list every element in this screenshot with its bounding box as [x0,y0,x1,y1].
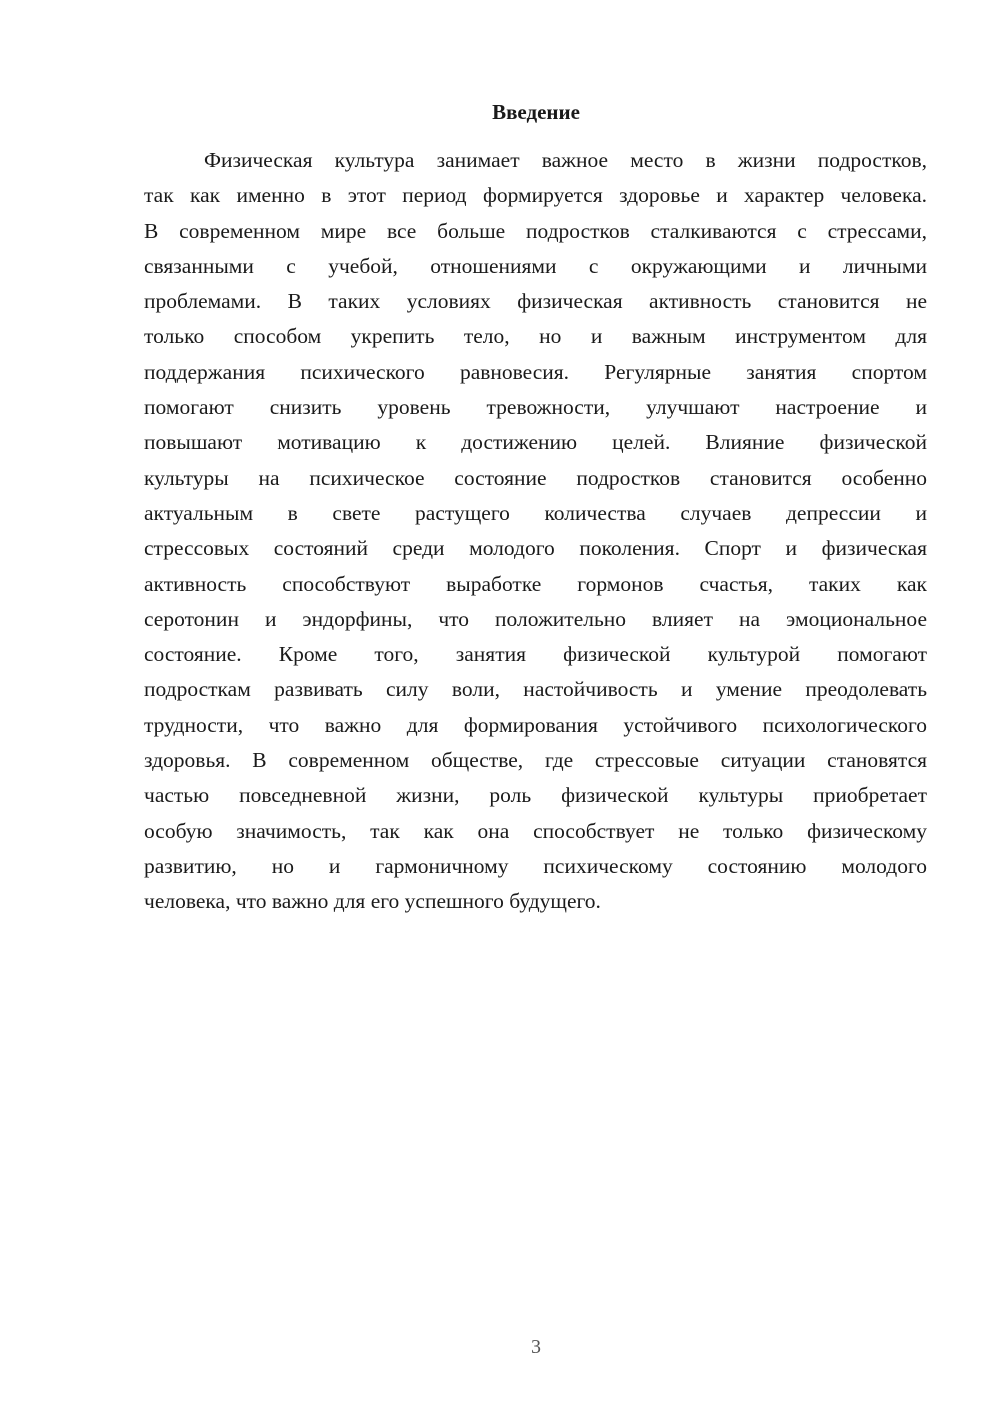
paragraph-line: человека, что важно для его успешного будущего. [144,889,601,914]
paragraph-line: связанными с учебой, отношениями с окружающими и личными [144,253,927,278]
paragraph-line: только способом укрепить тело, но и важным инструментом для [144,324,927,349]
page-number: 3 [531,1336,541,1358]
paragraph-line: особую значимость, так как она способствует не только физическому [144,818,927,843]
body-paragraph [144,143,927,920]
paragraph-line: активность способствуют выработке гормонов счастья, таких как [144,571,927,596]
paragraph-line: актуальным в свете растущего количества случаев депрессии и [144,500,927,525]
paragraph-line: стрессовых состояний среди молодого поколения. Спорт и физическая [144,536,927,561]
paragraph-line: культуры на психическое состояние подростков становится особенно [144,465,927,490]
paragraph-line: повышают мотивацию к достижению целей. Влияние физической [144,430,927,455]
paragraph-line: трудности, что важно для формирования устойчивого психологического [144,712,927,737]
paragraph-line: поддержания психического равновесия. Регулярные занятия спортом [144,359,927,384]
paragraph-line: Физическая культура занимает важное место в жизни подростков, [204,148,927,172]
section-heading: Введение [492,100,580,124]
paragraph-line: серотонин и эндорфины, что положительно влияет на эмоциональное [144,606,927,631]
paragraph-line: частью повседневной жизни, роль физической культуры приобретает [144,783,927,808]
paragraph-line: состояние. Кроме того, занятия физической культурой помогают [144,642,927,667]
paragraph-line: здоровья. В современном обществе, где стрессовые ситуации становятся [144,748,927,773]
paragraph-line: развитию, но и гармоничному психическому состоянию молодого [144,853,927,878]
paragraph-line: В современном мире все больше подростков сталкиваются с стрессами, [144,218,927,243]
paragraph-line: проблемами. В таких условиях физическая активность становится не [144,289,927,314]
paragraph-line: подросткам развивать силу воли, настойчивость и умение преодолевать [144,677,927,702]
paragraph-line: помогают снизить уровень тревожности, улучшают настроение и [144,395,927,420]
paragraph-line: так как именно в этот период формируется здоровье и характер человека. [144,183,927,208]
